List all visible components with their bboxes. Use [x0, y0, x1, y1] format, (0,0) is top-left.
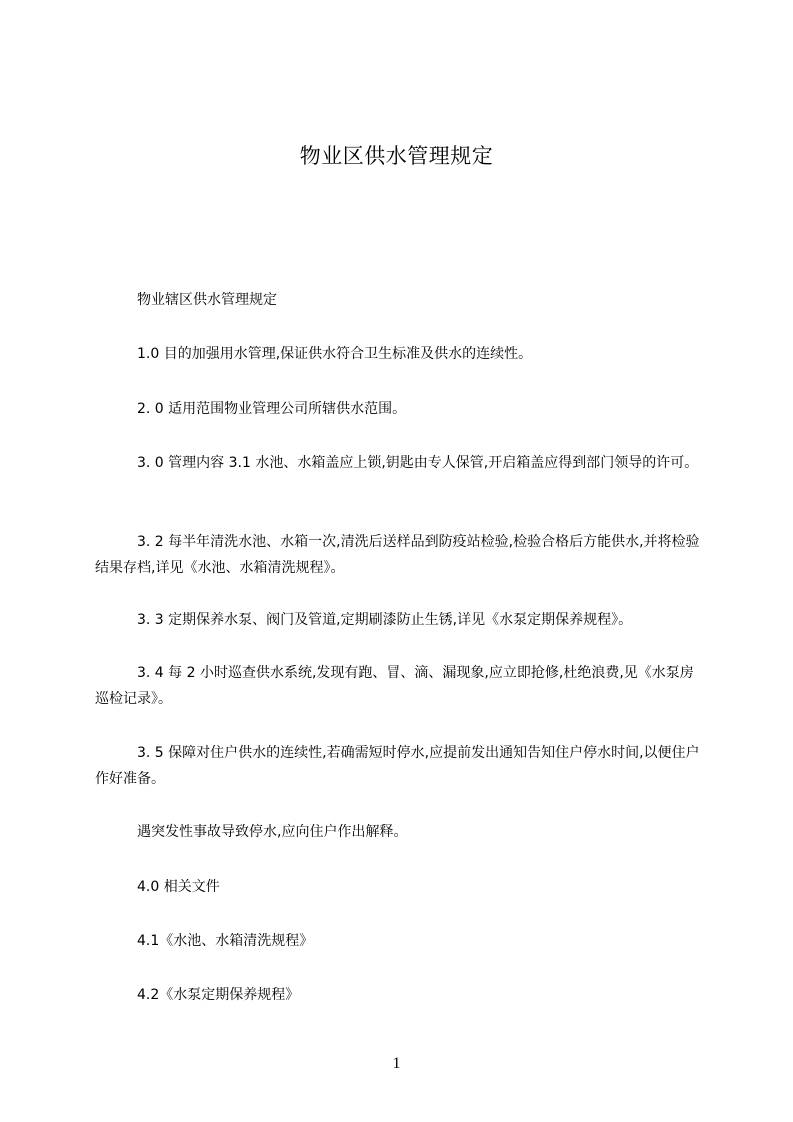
paragraph-text: 3. 2 每半年清洗水池、水箱一次,清洗后送样品到防疫站检验,检验合格后方能供水,并将检验结果存档,详见《水池、水箱清洗规程》。 [95, 534, 700, 576]
paragraph-text: 4.2《水泵定期保养规程》 [137, 987, 300, 1003]
paragraph [95, 928, 707, 954]
paragraph-text: 4.0 相关文件 [137, 879, 220, 895]
paragraph-text: 物业辖区供水管理规定 [137, 292, 277, 308]
page-number: 1 [392, 1055, 401, 1072]
paragraph [95, 740, 707, 792]
paragraph [95, 450, 707, 476]
paragraph [95, 660, 707, 712]
paragraph-text: 3. 3 定期保养水泵、阀门及管道,定期刷漆防止生锈,详见《水泵定期保养规程》。 [137, 612, 633, 628]
paragraph-text: 3. 0 管理内容 3.1 水池、水箱盖应上锁,钥匙由专人保管,开启箱盖应得到部门领导的许可。 [137, 455, 699, 471]
paragraph-text: 1.0 目的加强用水管理,保证供水符合卫生标准及供水的连续性。 [137, 346, 533, 362]
paragraph [95, 287, 707, 313]
paragraph [95, 341, 707, 367]
paragraph [95, 819, 707, 845]
paragraph-text: 3. 4 每 2 小时巡查供水系统,发现有跑、冒、滴、漏现象,应立即抢修,杜绝浪费,见《水泵房巡检记录》。 [95, 665, 694, 707]
paragraph [95, 607, 707, 633]
paragraph-text: 4.1《水池、水箱清洗规程》 [137, 933, 314, 949]
paragraph-text: 2. 0 适用范围物业管理公司所辖供水范围。 [137, 401, 407, 417]
paragraph [95, 396, 707, 422]
document-title: 物业区供水管理规定 [299, 144, 494, 168]
paragraph [95, 529, 707, 581]
paragraph [95, 874, 707, 900]
paragraph-text: 遇突发性事故导致停水,应向住户作出解释。 [137, 824, 408, 840]
paragraph-text: 3. 5 保障对住户供水的连续性,若确需短时停水,应提前发出通知告知住户停水时间,以便住户作好准备。 [95, 745, 700, 787]
paragraph [95, 982, 707, 1008]
